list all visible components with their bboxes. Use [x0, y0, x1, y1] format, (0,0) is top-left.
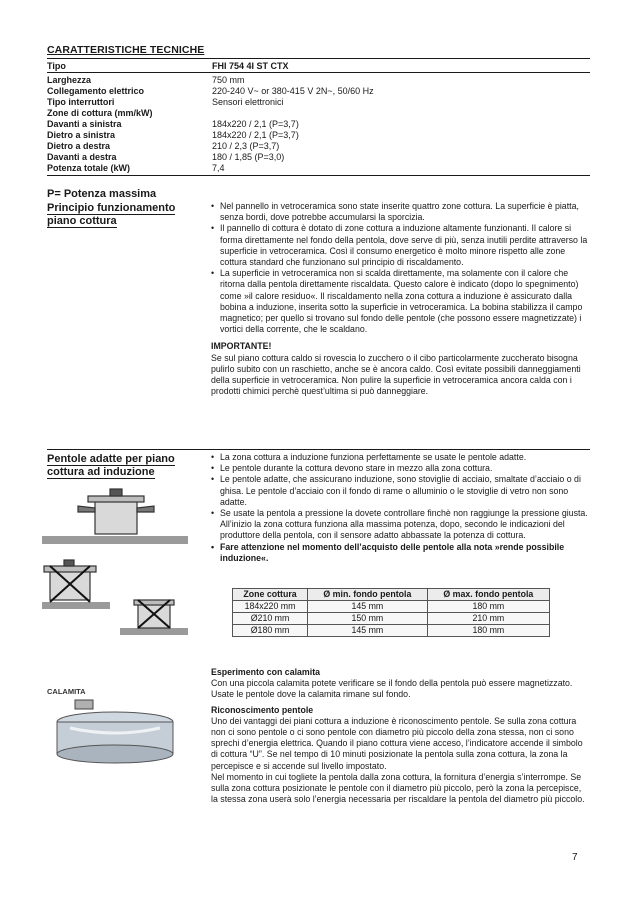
table-header: Ø max. fondo pentola: [427, 589, 549, 601]
table-cell: Ø180 mm: [233, 625, 308, 637]
table-cell: 184x220 mm: [233, 601, 308, 613]
spec-value: 184x220 / 2,1 (P=3,7): [212, 130, 299, 140]
experiment-title: Esperimento con calamita: [211, 667, 321, 677]
list-item: • La superficie in vetroceramica non si scalda direttamente, ma solamente con il calore che ritorna dalla pentola direttamente riscaldata. Questo calore è indicato (dopo lo spegnimento) come »il calore residuo«. Il riscaldamento nella zona cottura a induzione è assicurato dalla bobina a induzione, inserita sotto la superficie in vetroceramica. La bobina stabilizza il campo magnetico; per quello si trovano sul fondo delle pentole (che possono essere magnetizzate) i vortici della corrente, che le scaldano.: [211, 268, 583, 335]
spec-header-rule: [47, 72, 590, 73]
list-item: • Il pannello di cottura è dotato di zone cottura a induzione altamente funzionanti. Il calore si forma direttamente nel fondo della pentola, dove serve di più, senza inutili perdite attraverso la superficie in vetroceramica. Così il consumo energetico è molto minore rispetto alle zone cottura standard che funzionano sul principio di riscaldamento.: [211, 223, 588, 268]
bullet-text: Se usate la pentola a pressione la dovete controllare finchè non raggiunge la pressione giusta. All’inizio la zona cottura funziona alla massima potenza, dopo, secondo le indicazioni del produttore della pentola, con il sensore adatto abbassate la potenza di cottura.: [220, 508, 588, 541]
spec-label: Potenza totale (kW): [47, 163, 131, 173]
bullet-text: Le pentole adatte, che assicurano induzione, sono stoviglie di acciaio, smaltate d’acciaio o di ghisa. Le pentole d’acciaio con il fondo di rame o alluminio o le stoviglie di vetro non sono adatte.: [220, 474, 581, 507]
section-rule: [47, 449, 590, 450]
list-item: • Se usate la pentola a pressione la dovete controllare finchè non raggiunge la pressione giusta. All’inizio la zona cottura funziona alla massima potenza, dopo, secondo le indicazioni del produttore della pentola, con il sensore adatto abbassate la potenza di cottura.: [211, 508, 588, 541]
pot-correct-icon: [42, 489, 188, 544]
spec-label: Larghezza: [47, 75, 92, 85]
spec-value: 210 / 2,3 (P=3,7): [212, 141, 280, 151]
recognition-title: Riconoscimento pentole: [211, 704, 314, 715]
section-title-caratteristiche: CARATTERISTICHE TECNICHE: [47, 44, 205, 56]
spec-label: Collegamento elettrico: [47, 86, 145, 96]
table-cell: 180 mm: [427, 601, 549, 613]
table-cell: 180 mm: [427, 625, 549, 637]
spec-value: FHI 754 4I ST CTX: [212, 61, 289, 71]
magnet-pot-icon: [40, 698, 190, 768]
spec-row: [47, 152, 590, 162]
calamita-content: [211, 667, 589, 805]
bullet-text: La superficie in vetroceramica non si scalda direttamente, ma solamente con il calore che ritorna dalla pentola direttamente riscaldata. Questo calore è indicato (dopo lo spegnimento) come »il calore residuo«. Il riscaldamento nella zona cottura a induzione è assicurato dalla bobina a induzione, inserita sotto la superficie in vetroceramica. La bobina stabilizza il campo magnetico; per quello si trovano sul fondo delle pentole (che possono essere magnetizzate) i vortici della corrente, che le scaldano.: [220, 268, 583, 335]
principio-title: [47, 202, 197, 228]
bullet-text: La zona cottura a induzione funziona perfettamente se usate le pentole adatte.: [220, 452, 527, 462]
pentole-title-text: Pentole adatte per piano cottura ad induzione: [47, 453, 175, 478]
pot-illustrations: [40, 478, 190, 648]
page-number: 7: [572, 852, 578, 863]
spec-value: 184x220 / 2,1 (P=3,7): [212, 119, 299, 129]
power-note: P= Potenza massima: [47, 188, 157, 200]
list-item: • Nel pannello in vetroceramica sono state inserite quattro zone cottura. La superficie è piatta, senza bordi, dove potrebbe accumularsi la sporcizia.: [211, 201, 579, 223]
spec-row: [47, 119, 590, 129]
spec-row: [47, 97, 590, 107]
pentole-content: [211, 452, 589, 564]
pot-wrong-icon: [120, 600, 188, 635]
table-cell: Ø210 mm: [233, 613, 308, 625]
spec-row: [47, 163, 590, 173]
table-row: [233, 601, 550, 613]
bullet-text: Il pannello di cottura è dotato di zone cottura a induzione altamente funzionanti. Il calore si forma direttamente nel fondo della pentola, dove serve di più, senza inutili perdite attraverso la superficie in vetroceramica. Così il consumo energetico è molto minore rispetto alle zone cottura standard che funzionano sul principio di riscaldamento.: [220, 223, 588, 268]
spec-label: Davanti a destra: [47, 152, 117, 162]
important-text: Se sul piano cottura caldo si rovescia lo zucchero o il cibo particolarmente zuccherato bisogna pulirlo subito con un raschietto, anche se è ancora caldo. Così evitate possibili danneggiamenti della superficie in vetroceramica. Non pulire la superficie in vetroceramica ancora calda con i prodotti chimici perchè quest’ultima si può danneggiare.: [211, 352, 581, 397]
important-title: IMPORTANTE!: [211, 341, 272, 352]
table-row: [233, 613, 550, 625]
table-header: Zone cottura: [233, 589, 308, 601]
spec-label: Davanti a sinistra: [47, 119, 122, 129]
spec-label: Tipo: [47, 61, 66, 71]
spec-label: Zone di cottura (mm/kW): [47, 108, 153, 118]
list-item: • La zona cottura a induzione funziona perfettamente se usate le pentole adatte.: [211, 452, 527, 462]
table-header: Ø min. fondo pentola: [308, 589, 428, 601]
spec-row: [47, 141, 590, 151]
spec-label: Dietro a sinistra: [47, 130, 116, 140]
table-row: [233, 625, 550, 637]
spec-value: Sensori elettronici: [212, 97, 284, 107]
spec-value: 180 / 1,85 (P=3,0): [212, 152, 285, 162]
recognition-text: Uno dei vantaggi dei piani cottura a induzione è riconoscimento pentole. Se sulla zona cottura non ci sono pentole o ci sono pentole con diametro più piccolo della zona stessa, non ci sono sprechi d’energia elettrica. Quando il piano cottura viene acceso, l’indicatore accende il simbolo di cottura “U”. Se nel tempo di 10 minuti posizionate la pentola sulla zona cottura, la zona la percepisce e si accende sul livello impostato.: [211, 715, 583, 771]
table-cell: 145 mm: [308, 601, 428, 613]
principio-title-text: Principio funzionamento piano cottura: [47, 202, 176, 227]
spec-header-row: [47, 61, 590, 71]
principio-content: [211, 201, 589, 397]
list-item: • Le pentole durante la cottura devono stare in mezzo alla zona cottura.: [211, 463, 493, 474]
list-item: • Fare attenzione nel momento dell’acquisto delle pentole alla nota »rende possibile induzione«.: [211, 541, 565, 563]
title-rule: [47, 58, 590, 59]
list-item: • Le pentole adatte, che assicurano induzione, sono stoviglie di acciaio, smaltate d’acciaio o di ghisa. Le pentole d’acciaio con il fondo di rame o alluminio o le stoviglie di vetro non sono adatte.: [211, 474, 581, 507]
spec-row: [47, 86, 590, 96]
spec-bottom-rule: [47, 175, 590, 176]
spec-row: [47, 75, 590, 85]
spec-value: 220-240 V~ or 380-415 V 2N~, 50/60 Hz: [212, 86, 374, 96]
spec-value: 750 mm: [212, 75, 245, 85]
recognition-text-2: Nel momento in cui togliete la pentola dalla zona cottura, la fornitura d’energia s’interrompe. Se sulla zona cottura posizionate le pentole con il diametro più piccolo, però la zona la percepisce, la stessa zona userà solo l’energia necessaria per riscaldare la pentola del diametro più piccolo.: [211, 771, 585, 805]
table-cell: 145 mm: [308, 625, 428, 637]
bullet-text: Le pentole durante la cottura devono stare in mezzo alla zona cottura.: [220, 463, 493, 474]
pentole-title: [47, 453, 197, 479]
pot-wrong-icon: [42, 560, 110, 609]
bullet-text-bold: Fare attenzione nel momento dell’acquisto delle pentole alla nota »rende possibile induzione«.: [220, 541, 565, 563]
experiment-text: Con una piccola calamita potete verificare se il fondo della pentola può essere magnetizzato. Usate le pentole dove la calamita rimane sul fondo.: [211, 678, 573, 700]
magnet-label: CALAMITA: [47, 687, 86, 696]
table-cell: 210 mm: [427, 613, 549, 625]
spec-label: Tipo interruttori: [47, 97, 115, 107]
table-cell: 150 mm: [308, 613, 428, 625]
spec-row: [47, 130, 590, 140]
spec-value: 7,4: [212, 163, 225, 173]
bullet-text: Nel pannello in vetroceramica sono state inserite quattro zone cottura. La superficie è piatta, senza bordi, dove potrebbe accumularsi la sporcizia.: [220, 201, 579, 223]
zones-table: [232, 588, 550, 637]
spec-label: Dietro a destra: [47, 141, 111, 151]
spec-row: [47, 108, 590, 118]
